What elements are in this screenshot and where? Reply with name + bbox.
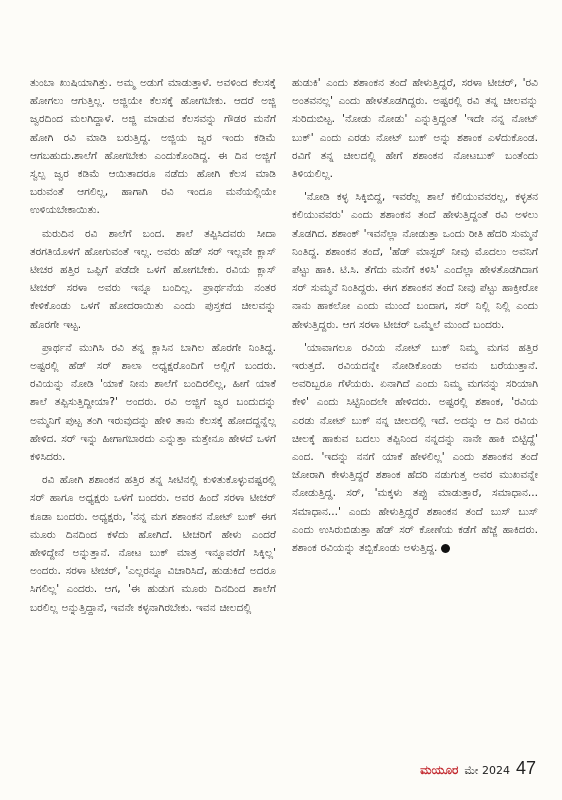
paragraph: ರವಿ ಹೋಗಿ ಶಶಾಂಕನ ಹತ್ತಿರ ತನ್ನ ಸೀಟಿನಲ್ಲಿ ಕುಳಿತುಕೊಳ್ಳುವಷ್ಟರಲ್ಲಿ ಸರ್ ಹಾಗೂ ಅಧ್ಯಕ್ಷರು ಒಳಗೆ ಬಂದರು. ಅವರ ಹಿಂದೆ ಸರಳಾ ಟೀಚರ್ ಕೂಡಾ ಬಂದರು. ಅಧ್ಯಕ್ಷರು, 'ನನ್ನ ಮಗ ಶಶಾಂಕನ ನೋಟ್ ಬುಕ್ ಈಗ ಮೂರು ದಿನದಿಂದ ಕಳೆದು ಹೋಗಿದೆ. ಟೀಚರಿಗೆ ಹೇಳು ಎಂದರೆ ಹೇಳಿದ್ದೇನೆ ಅನ್ನುತ್ತಾನೆ. ನೋಟ ಬುಕ್ ಮಾತ್ರ ಇನ್ನೂವರೆಗೆ ಸಿಕ್ಕಿಲ್ಲ' ಅಂದರು. ಸರಳಾ ಟೀಚರ್, 'ಎಲ್ಲರನ್ನೂ ವಿಚಾರಿಸಿದೆ, ಹುಡುಕಿದೆ ಅದರೂ ಸಿಗಲಿಲ್ಲ' ಎಂದರು. ಆಗ, 'ಈ ಹುಡುಗ ಮೂರು ದಿನದಿಂದ ಶಾಲೆಗೆ ಬರಲಿಲ್ಲ ಅನ್ನುತ್ತಿದ್ದಾನೆ, ಇವನೇ ಕಳ್ಳನಾಗಿರಬೇಕು. ಇವನ ಚೀಲದಲ್ಲಿ [30,474,276,614]
paragraph: ಮರುದಿನ ರವಿ ಶಾಲೆಗೆ ಬಂದ. ಶಾಲೆ ತಪ್ಪಿಸಿದವರು ಸೀದಾ ತರಗತಿಯೊಳಗೆ ಹೋಗುವಂತೆ ಇಲ್ಲ. ಅವರು ಹೆಡ್ ಸರ್ ಇಲ್ಲವೇ ಕ್ಲಾಸ್ ಟೀಚರ ಹತ್ತಿರ ಒಪ್ಪಿಗೆ ಪಡೆದೇ ಒಳಗೆ ಹೋಗಬೇಕು. ರವಿಯ ಕ್ಲಾಸ್ ಟೀಚರ್ ಸರಳಾ ಅವರು ಇನ್ನೂ ಬಂದಿಲ್ಲ. ಪ್ರಾರ್ಥನೆಯ ನಂತರ ಕೇಳಿಕೊಂಡು ಒಳಗೆ ಹೋದರಾಯಿತು ಎಂದು ಪುಸ್ತಕದ ಚೀಲವನ್ನು ಹೊರಗೇ ಇಟ್ಟ. [30,227,276,331]
paragraph [292,339,538,557]
page-footer [420,758,536,779]
paragraph: ಹುಡುಕಿ' ಎಂದು ಶಶಾಂಕನ ತಂದೆ ಹೇಳುತ್ತಿದ್ದರೆ, ಸರಳಾ ಟೀಚರ್, 'ರವಿ ಅಂತವನಲ್ಲ' ಎಂದು ಹೇಳತೊಡಗಿದ್ದರು. ಅಷ್ಟರಲ್ಲಿ ರವಿ ತನ್ನ ಚೀಲವನ್ನು ಸುರಿದುಬಿಟ್ಟ. 'ನೋಡು ನೋಡು' ಎನ್ನುತ್ತಿದ್ದಂತೆ 'ಇದೇ ನನ್ನ ನೋಟ್ ಬುಕ್' ಎಂದು ಎರಡು ನೋಟ್ ಬುಕ್ ಅನ್ನು ಶಶಾಂಕ ಎಳೆದುಕೊಂಡ. ರವಿಗೆ ತನ್ನ ಚೀಲದಲ್ಲಿ ಹೇಗೆ ಶಶಾಂಕನ ನೋಟಬುಕ್ ಬಂತೆಂದು ತಿಳಿಯಲಿಲ್ಲ. [292,77,538,181]
left-column [30,74,276,734]
article-body [30,74,538,734]
end-of-article-bullet-icon [441,544,450,553]
paragraph: ಪ್ರಾರ್ಥನೆ ಮುಗಿಸಿ ರವಿ ತನ್ನ ಕ್ಲಾಸಿನ ಬಾಗಿಲ ಹೊರಗೇ ನಿಂತಿದ್ದ. ಅಷ್ಟರಲ್ಲಿ ಹೆಡ್ ಸರ್ ಶಾಲಾ ಅಧ್ಯಕ್ಷರೊಂದಿಗೆ ಅಲ್ಲಿಗೆ ಬಂದರು. ರವಿಯನ್ನು ನೋಡಿ 'ಯಾಕೆ ನೀನು ಶಾಲೆಗೆ ಬಂದಿರಲಿಲ್ಲ, ಹೀಗೆ ಯಾಕೆ ಶಾಲೆ ತಪ್ಪಿಸುತ್ತಿದ್ದೀಯಾ?' ಅಂದರು. ರವಿ ಅಜ್ಜಿಗೆ ಜ್ವರ ಬಂದುದನ್ನು ಅಮ್ಮನಿಗೆ ಪುಟ್ಟ ತಂಗಿ ಇರುವುದನ್ನು ಹೇಳಿ ತಾನು ಕೆಲಸಕ್ಕೆ ಹೋದದ್ದನ್ನೆಲ್ಲ ಹೇಳಿದ. ಸರ್ ಇನ್ನು ಹೀಗಾಗಬಾರದು ಎನ್ನುತ್ತಾ ಮತ್ತೇನೂ ಹೇಳದೆ ಒಳಗೆ ಕಳಿಸಿದರು. [30,341,276,464]
issue-date: ಮೇ 2024 [464,764,510,777]
right-column [292,74,538,734]
paragraph: ತುಂಬಾ ಖುಷಿಯಾಗಿತ್ತು. ಅಮ್ಮ ಅಡುಗೆ ಮಾಡುತ್ತಾಳೆ. ಅವಳಿಂದ ಕೆಲಸಕ್ಕೆ ಹೋಗಲು ಆಗುತ್ತಿಲ್ಲ. ಅಜ್ಜಿಯೇ ಕೆಲಸಕ್ಕೆ ಹೋಗಬೇಕು. ಆದರೆ ಅಜ್ಜಿ ಜ್ವರದಿಂದ ಮಲಗಿದ್ದಾಳೆ. ಅಜ್ಜಿ ಮಾಡುವ ಕೆಲಸವನ್ನು ಗೌಡರ ಮನೆಗೆ ಹೋಗಿ ರವಿ ಮಾಡಿ ಬರುತ್ತಿದ್ದ. ಅಜ್ಜಿಯ ಜ್ವರ ಇಂದು ಕಡಿಮೆ ಆಗಬಹುದು.ಶಾಲೆಗೆ ಹೋಗಬೇಕು ಎಂದುಕೊಂಡಿದ್ದ. ಈ ದಿನ ಅಜ್ಜಿಗೆ ಸ್ವಲ್ಪ ಜ್ವರ ಕಡಿಮೆ ಆಯಿತಾದರೂ ನಡೆದು ಹೋಗಿ ಕೆಲಸ ಮಾಡಿ ಬರುವಂತೆ ಆಗಲಿಲ್ಲ, ಹಾಗಾಗಿ ರವಿ ಇಂದೂ ಮನೆಯಲ್ಲಿಯೇ ಉಳಿಯಬೇಕಾಯಿತು. [30,77,276,217]
magazine-name: ಮಯೂರ [420,763,459,777]
paragraph: 'ನೋಡಿ ಕಳ್ಳ ಸಿಕ್ಕಿಬಿದ್ದ, ಇವರೆಲ್ಲ ಶಾಲೆ ಕಲಿಯುವವರಲ್ಲ, ಕಳ್ಳತನ ಕಲಿಯುವವರು' ಎಂದು ಶಶಾಂಕನ ತಂದೆ ಹೇಳುತ್ತಿದ್ದಂತೆ ರವಿ ಅಳಲು ತೊಡಗಿದ. ಶಶಾಂಕ್ 'ಇವನೆಲ್ಲಾ ನೋಡುತ್ತಾ ಒಂದು ರೀತಿ ಹೆದರಿ ಸುಮ್ಮನೆ ನಿಂತಿದ್ದ. ಶಶಾಂಕನ ತಂದೆ, 'ಹೆಡ್ ಮಾಸ್ಟರ್ ನೀವು ಮೊದಲು ಅವನಿಗೆ ಪೆಟ್ಟು ಹಾಕಿ. ಟಿ.ಸಿ. ತೆಗೆದು ಮನೆಗೆ ಕಳಿಸಿ' ಎಂದೆಲ್ಲಾ ಹೇಳತೊಡಗಿದಾಗ ಸರ್ ಸುಮ್ಮನೆ ನಿಂತಿದ್ದರು. ಈಗ ಶಶಾಂಕನ ತಂದೆ ನೀವು ಪೆಟ್ಟು ಹಾಕ್ತೀರೋ ನಾನು ಹಾಕಲೋ ಎಂದು ಮುಂದೆ ಬಂದಾಗ, ಸರ್ ನಿಲ್ಲಿ ನಿಲ್ಲಿ ಎಂದು ಹೇಳುತ್ತಿದ್ದರು. ಆಗ ಸರಳಾ ಟೀಚರ್ ಒಮ್ಮೆಲೆ ಮುಂದೆ ಬಂದರು. [292,191,538,331]
paragraph-text: 'ಯಾವಾಗಲೂ ರವಿಯ ನೋಟ್ ಬುಕ್ ನಿಮ್ಮ ಮಗನ ಹತ್ತಿರ ಇರುತ್ತದೆ. ರವಿಯದನ್ನೇ ನೋಡಿಕೊಂಡು ಅವನು ಬರೆಯುತ್ತಾನೆ. ಅವರಿಬ್ಬರೂ ಗೆಳೆಯರು. ಏನಾಗಿದೆ ಎಂದು ನಿಮ್ಮ ಮಗನನ್ನು ಸರಿಯಾಗಿ ಕೇಳಿ' ಎಂದು ಸಿಟ್ಟಿನಿಂದಲೇ ಹೇಳಿದರು. ಅಷ್ಟರಲ್ಲಿ ಶಶಾಂಕ, 'ರವಿಯ ಎರಡು ನೋಟ್ ಬುಕ್ ನನ್ನ ಚೀಲದಲ್ಲಿ ಇದೆ. ಅದನ್ನು ಆ ದಿನ ರವಿಯ ಚೀಲಕ್ಕೆ ಹಾಕುವ ಬದಲು ತಪ್ಪಿನಿಂದ ನನ್ನದನ್ನು ನಾನೇ ಹಾಕಿ ಬಿಟ್ಟಿದ್ದೆ' ಎಂದ. 'ಇದನ್ನು ನನಗೆ ಯಾಕೆ ಹೇಳಲಿಲ್ಲ' ಎಂದು ಶಶಾಂಕನ ತಂದೆ ಜೋರಾಗಿ ಕೇಳುತ್ತಿದ್ದರೆ ಶಶಾಂಕ ಹೆದರಿ ನಡುಗುತ್ತ ಅವರ ಮುಖವನ್ನೇ ನೋಡುತ್ತಿದ್ದ. ಸರ್, 'ಮಕ್ಕಳು ತಪ್ಪು ಮಾಡುತ್ತಾರೆ, ಸಮಾಧಾನ... ಸಮಾಧಾನ...' ಎಂದು ಹೇಳುತ್ತಿದ್ದರೆ ಶಶಾಂಕನ ತಂದೆ ಬುಸ್ ಬುಸ್ ಎಂದು ಉಸಿರುಬಿಡುತ್ತಾ ಹೆಡ್ ಸರ್ ಕೋಣೆಯ ಕಡೆಗೆ ಹೆಜ್ಜೆ ಹಾಕಿದರು. ಶಶಾಂಕ ರವಿಯನ್ನು ತಬ್ಬಿಕೊಂಡು ಅಳುತ್ತಿದ್ದ. [292,341,538,555]
page-number: 47 [515,758,536,778]
